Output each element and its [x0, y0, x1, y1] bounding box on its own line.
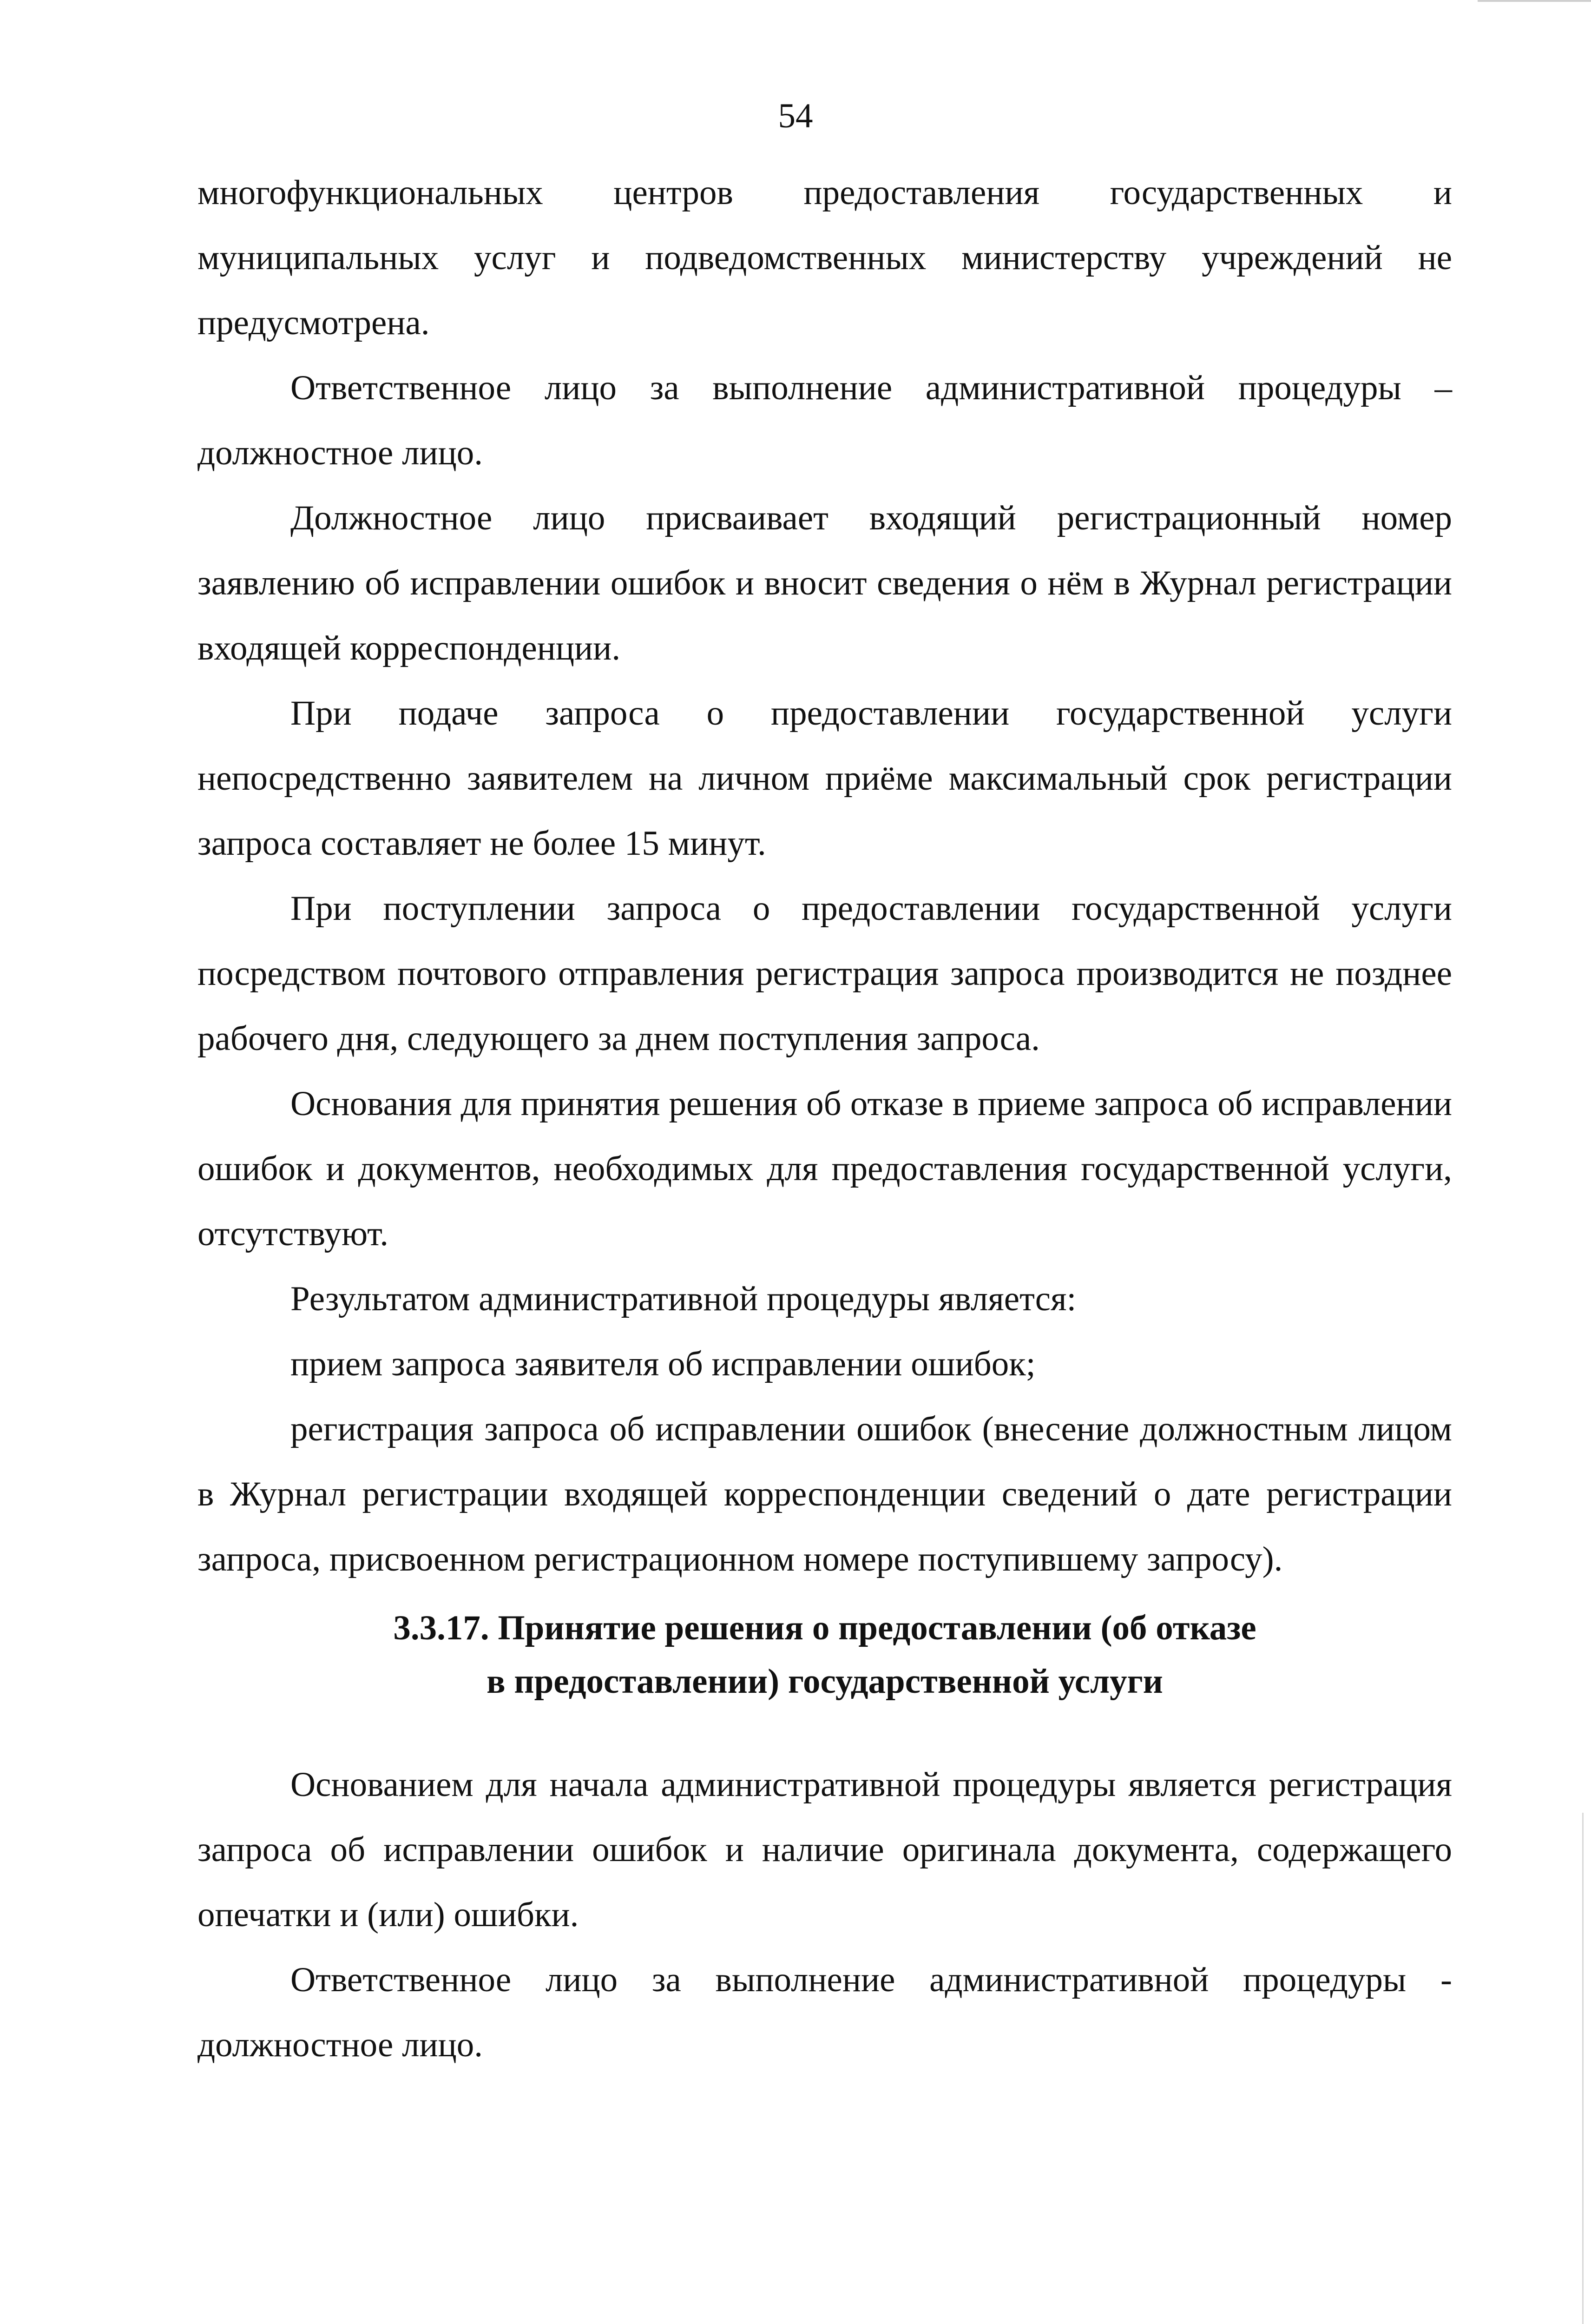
paragraph-continuation: многофункциональных центров предоставления государственных и муниципальных услуг и подведомственных министерству учреждений не предусмотрена. — [197, 173, 1452, 342]
paragraph-refusal-grounds: Основания для принятия решения об отказе в приеме запроса об исправлении ошибок и документов, необходимых для предоставления государственной услуги, отсутствуют. — [197, 1084, 1452, 1253]
paragraph-result-item-2: регистрация запроса об исправлении ошибок (внесение должностным лицом в Журнал регистрации входящей корреспонденции сведений о дате регистрации запроса, присвоенном регистрационном номере поступившему запросу). — [197, 1410, 1452, 1578]
paragraph-section-responsible-person: Ответственное лицо за выполнение административной процедуры - должностное лицо. — [197, 1961, 1452, 2064]
scan-edge-line-top — [1478, 0, 1591, 2]
paragraph-result-intro: Результатом административной процедуры является: — [290, 1280, 1077, 1318]
paragraph-responsible-person: Ответственное лицо за выполнение административной процедуры – должностное лицо. — [197, 369, 1452, 472]
scan-edge-line-right — [1582, 1813, 1584, 2324]
section-heading-line-1: 3.3.17. Принятие решения о предоставлении (об отказе — [393, 1609, 1256, 1647]
section-heading-line-2: в предоставлении) государственной услуги — [487, 1662, 1163, 1701]
paragraph-postal-request: При поступлении запроса о предоставлении государственной услуги посредством почтового отправления регистрация запроса производится не позднее рабочего дня, следующего за днем поступления запроса. — [197, 889, 1452, 1058]
document-body — [197, 160, 1452, 2078]
paragraph-registration-number: Должностное лицо присваивает входящий регистрационный номер заявлению об исправлении ошибок и вносит сведения о нём в Журнал регистрации входящей корреспонденции. — [197, 499, 1452, 667]
page-number: 54 — [778, 97, 813, 135]
paragraph-procedure-basis: Основанием для начала административной процедуры является регистрация запроса об исправлении ошибок и наличие оригинала документа, содержащего опечатки и (или) ошибки. — [197, 1765, 1452, 1934]
paragraph-result-item-1: прием запроса заявителя об исправлении ошибок; — [290, 1345, 1036, 1383]
paragraph-personal-reception: При подаче запроса о предоставлении государственной услуги непосредственно заявителем на личном приёме максимальный срок регистрации запроса составляет не более 15 минут. — [197, 694, 1452, 863]
section-heading — [197, 1601, 1452, 1708]
